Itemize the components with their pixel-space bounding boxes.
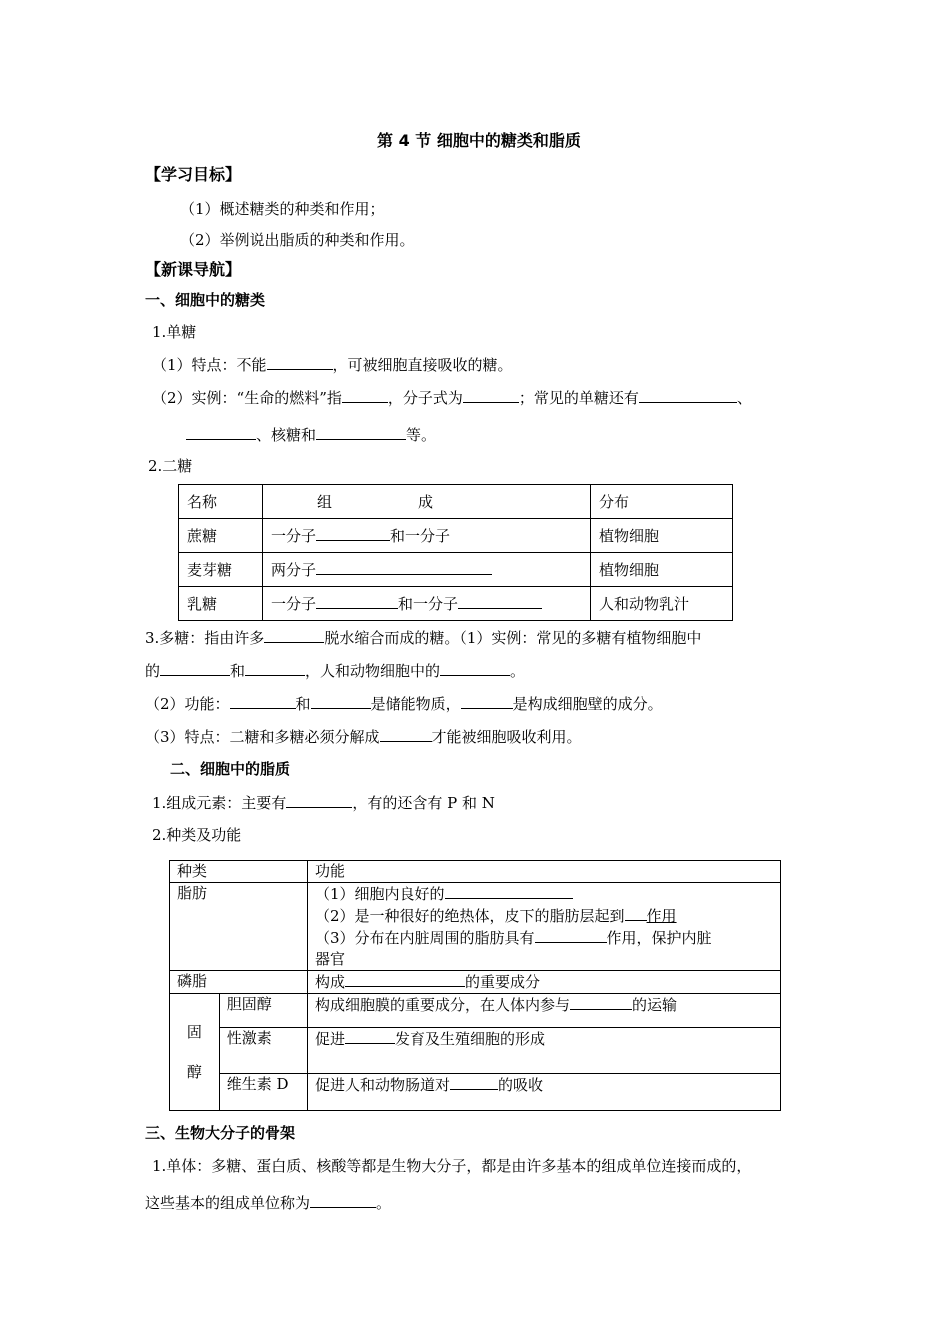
table-header (263, 485, 591, 519)
section-heading: 一、细胞中的糖类 (145, 291, 266, 309)
text: （1）细胞内良好的 (315, 885, 445, 903)
table-cell (308, 1028, 781, 1074)
text: （1）特点：不能 (152, 356, 267, 374)
blank (230, 693, 296, 709)
kinds-heading: 2.种类及功能 (152, 826, 242, 844)
di-heading: 2.二糖 (148, 457, 193, 475)
text: 的运输 (632, 996, 678, 1014)
text: 3.多糖：指由许多 (145, 629, 265, 647)
text: 构成 (315, 973, 346, 991)
table-cell: 人和动物乳汁 (591, 587, 733, 621)
text: 发育及生殖细胞的形成 (395, 1030, 546, 1048)
text: （2）功能： (145, 695, 230, 713)
table-cell: 植物细胞 (591, 519, 733, 553)
text: 和 (230, 662, 246, 680)
blank (311, 693, 371, 709)
text: 。 (376, 1194, 392, 1212)
text: 的重要成分 (465, 973, 541, 991)
text: 和 (295, 695, 311, 713)
mono-example-line (152, 387, 752, 408)
mono-heading: 1.单糖 (152, 323, 197, 341)
blank (461, 693, 513, 709)
text: 促进 (315, 1030, 346, 1048)
text: 和一分子 (398, 595, 459, 613)
nav-heading: 【新课导航】 (145, 260, 242, 279)
text: 成 (418, 493, 434, 511)
table-cell: 植物细胞 (591, 553, 733, 587)
poly-function-line (145, 693, 663, 714)
blank (440, 660, 510, 676)
text: 作用，保护内脏 (606, 929, 712, 947)
mono-feature-line (152, 354, 513, 375)
blank (245, 660, 305, 676)
section-heading: 三、生物大分子的骨架 (145, 1124, 296, 1142)
table-header: 功能 (308, 861, 781, 883)
blank (380, 726, 432, 742)
monomer-line-2 (145, 1192, 391, 1213)
blank (535, 927, 607, 943)
table-cell: 胆固醇 (219, 994, 307, 1028)
table-header: 种类 (170, 861, 308, 883)
table-cell: 蔗糖 (179, 519, 263, 553)
text: 是储能物质， (370, 695, 461, 713)
table-row (170, 994, 781, 1028)
text: 固 (186, 1023, 202, 1041)
text: ，分子式为 (387, 389, 463, 407)
blank (458, 593, 542, 609)
text: 、核糖和 (256, 426, 317, 444)
objectives-heading: 【学习目标】 (145, 165, 242, 184)
section-heading: 二、细胞中的脂质 (170, 760, 291, 778)
table-row (170, 1028, 781, 1074)
text: 这些基本的组成单位称为 (145, 1194, 311, 1212)
table-row (170, 1074, 781, 1111)
text: 、 (736, 389, 752, 407)
blank (445, 883, 573, 899)
blank (342, 387, 388, 403)
page-title: 第 4 节 细胞中的糖类和脂质 (377, 131, 581, 150)
table-row (179, 587, 733, 621)
text: 等。 (406, 426, 437, 444)
blank (286, 792, 352, 808)
text: ；常见的单糖还有 (518, 389, 639, 407)
text: 两分子 (271, 561, 317, 579)
text: 一分子 (271, 527, 317, 545)
table-cell (263, 519, 591, 553)
objective-item: （1）概述糖类的种类和作用； (180, 200, 385, 218)
mono-example-line-2 (186, 424, 436, 445)
text: （3）特点：二糖和多糖必须分解成 (145, 728, 380, 746)
text: （2）实例：“生命的燃料”指 (152, 389, 342, 407)
blank (316, 559, 492, 575)
blank (450, 1074, 498, 1090)
table-cell: 性激素 (219, 1028, 307, 1074)
text: 1.组成元素：主要有 (152, 794, 287, 812)
poly-line-2 (145, 660, 525, 681)
text: 器官 (315, 950, 346, 968)
text: 构成细胞膜的重要成分，在人体内参与 (315, 996, 571, 1014)
text: 醇 (186, 1063, 202, 1081)
table-row (179, 553, 733, 587)
blank (316, 525, 390, 541)
element-line (152, 792, 495, 813)
blank (639, 387, 737, 403)
lipid-table (169, 860, 781, 1111)
table-cell: 乳糖 (179, 587, 263, 621)
text: 脱水缩合而成的糖。（1）实例：常见的多糖有植物细胞中 (324, 629, 702, 647)
table-cell (308, 971, 781, 994)
blank (186, 424, 256, 440)
text: （2）是一种很好的绝热体，皮下的脂肪层起到 (315, 907, 625, 925)
text: （3）分布在内脏周围的脂肪具有 (315, 929, 535, 947)
poly-feature-line (145, 726, 582, 747)
text: 促进人和动物肠道对 (315, 1076, 451, 1094)
blank (463, 387, 519, 403)
text: ，可被细胞直接吸收的糖。 (332, 356, 513, 374)
text: 组 (317, 493, 333, 511)
blank (267, 354, 333, 370)
blank (570, 994, 632, 1010)
table-cell (170, 994, 220, 1111)
table-cell: 麦芽糖 (179, 553, 263, 587)
blank (345, 971, 465, 987)
blank (316, 593, 398, 609)
text: 一分子 (271, 595, 317, 613)
text: 的吸收 (498, 1076, 544, 1094)
poly-line-1 (145, 627, 701, 648)
table-header: 名称 (179, 485, 263, 519)
table-cell: 脂肪 (170, 883, 308, 971)
table-cell (308, 883, 781, 971)
blank (316, 424, 406, 440)
text: 和一分子 (390, 527, 451, 545)
table-cell (263, 553, 591, 587)
table-row (179, 519, 733, 553)
text: 。 (510, 662, 526, 680)
text: ，有的还含有 P 和 N (352, 794, 495, 812)
blank (160, 660, 230, 676)
text: ，人和动物细胞中的 (305, 662, 441, 680)
table-row (170, 971, 781, 994)
text: 作用 (646, 907, 677, 925)
table-header: 分布 (591, 485, 733, 519)
table-row (170, 883, 781, 971)
table-cell (263, 587, 591, 621)
disaccharide-table (178, 484, 733, 621)
table-cell (308, 1074, 781, 1111)
blank (310, 1192, 376, 1208)
table-cell (308, 994, 781, 1028)
table-cell: 维生素 D (219, 1074, 307, 1111)
text: 是构成细胞壁的成分。 (512, 695, 663, 713)
blank (345, 1028, 395, 1044)
text: 才能被细胞吸收利用。 (431, 728, 582, 746)
blank (625, 905, 647, 921)
text: 的 (145, 662, 161, 680)
table-cell: 磷脂 (170, 971, 308, 994)
monomer-line-1: 1.单体：多糖、蛋白质、核酸等都是生物大分子，都是由许多基本的组成单位连接而成的， (152, 1157, 752, 1175)
objective-item: （2）举例说出脂质的种类和作用。 (180, 231, 415, 249)
blank (264, 627, 324, 643)
